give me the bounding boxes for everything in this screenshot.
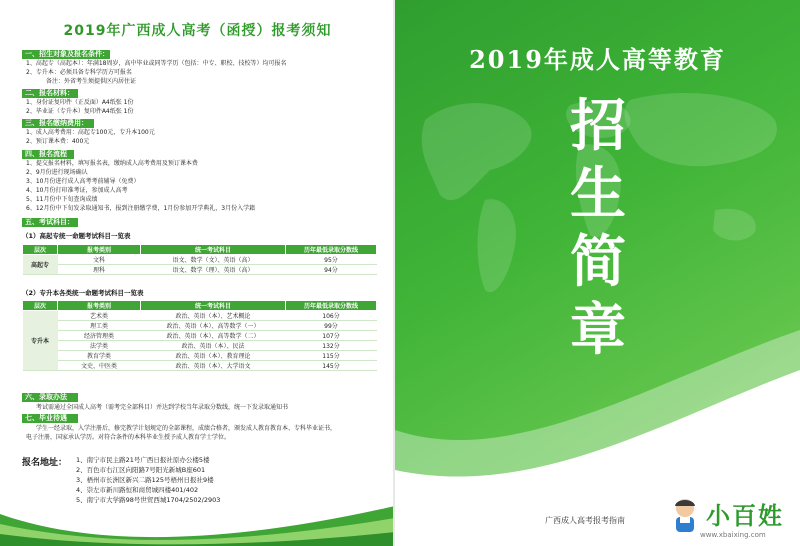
fees-line: 2、预订课本费：400元 <box>26 138 90 145</box>
graduation-line: 学生一经录取，入学注册后，修完教学计划规定的全部课程，成绩合格者，颁发成人教育教育本、专科毕业证书， <box>36 425 337 432</box>
table-row <box>23 255 377 265</box>
table-cell: 政治、英语（本）、高等数学（一） <box>141 321 286 331</box>
table-header-cell: 历年最低录取分数线 <box>286 301 377 311</box>
fees-line: 1、成人高考费用：高起专100元，专升本100元 <box>26 129 155 136</box>
eligibility-note: 备注：外省考生须提供区内居住证 <box>46 78 137 85</box>
cover-footer-text: 广西成人高考报考指南 <box>545 516 625 525</box>
table-cell: 政治、英语（本）、高等数学（二） <box>141 331 286 341</box>
table-cell: 145分 <box>286 361 377 371</box>
cover-big-char: 章 <box>570 297 626 363</box>
section-heading-subjects: 五、考试科目： <box>22 218 78 227</box>
materials-line: 2、毕业证（专升本）复印件A4纸张 1份 <box>26 108 134 115</box>
mascot-logo-icon <box>668 496 702 536</box>
table-cell: 95分 <box>286 255 377 265</box>
table-header-cell: 层次 <box>23 301 58 311</box>
page-title: 2019年广西成人高考（函授）报考须知 <box>63 23 332 39</box>
table-row <box>23 331 377 341</box>
table-cell: 理科 <box>58 265 141 275</box>
table-cell: 政治、英语（本）、教育理论 <box>141 351 286 361</box>
address-line: 3、梧州市长洲区新兴二路125号梧州日报社9楼 <box>76 476 214 484</box>
eligibility-line: 1、高起专（高起本）：年满18周岁，高中毕业或同等学历（包括：中专、职校、技校等）均可报名 <box>26 60 287 67</box>
table-cell: 语文、数学（文）、英语（高） <box>141 255 286 265</box>
table-cell: 教育学类 <box>58 351 141 361</box>
table-cell: 政治、英语（本）、大学语文 <box>141 361 286 371</box>
address-line: 1、南宁市民主路21号广西日报社原办公楼5楼 <box>76 456 210 464</box>
process-line: 5、11月份中下旬查询成绩 <box>26 196 98 203</box>
section-heading-process: 四、报名流程 <box>22 150 74 159</box>
watermark-url: www.xbaixing.com <box>700 531 766 539</box>
table-zhuanshengben <box>22 300 377 371</box>
table-header-row <box>23 245 377 255</box>
table-cell: 艺术类 <box>58 311 141 321</box>
process-line: 3、10月份进行成人高考考前辅导（免费） <box>26 178 140 185</box>
eligibility-line: 2、专升本：必须具备专科学历方可报名 <box>26 69 132 76</box>
table-cell: 文科 <box>58 255 141 265</box>
table-header-cell: 报考类别 <box>58 245 141 255</box>
table1-title: （1）高起专统一命题考试科目一览表 <box>22 232 131 240</box>
table-cell: 文史、中医类 <box>58 361 141 371</box>
table-gaoqizhuan <box>22 244 377 275</box>
process-line: 4、10月份打印准考证，参加成人高考 <box>26 187 128 194</box>
table-cell: 法学类 <box>58 341 141 351</box>
table-header-cell: 统一考试科目 <box>141 245 286 255</box>
table-cell: 政治、英语（本）、艺术概论 <box>141 311 286 321</box>
process-line: 2、9月份进行现场确认 <box>26 169 88 176</box>
process-line: 6、12月份中下旬发录取通知书，报到注册缴学费，1月份参加开学典礼，3月份入学籍 <box>26 205 256 212</box>
table-row <box>23 321 377 331</box>
cover-big-char: 简 <box>570 229 626 295</box>
table-cell: 理工类 <box>58 321 141 331</box>
table-cell: 语文、数学（理）、英语（高） <box>141 265 286 275</box>
section-heading-fees: 三、报名缴纳费用： <box>22 119 94 128</box>
section-heading-graduation: 七、毕业待遇 <box>22 414 78 423</box>
table-header-cell: 层次 <box>23 245 58 255</box>
table-cell: 132分 <box>286 341 377 351</box>
table-header-cell: 历年最低录取分数线 <box>286 245 377 255</box>
table-cell: 99分 <box>286 321 377 331</box>
table-cell: 政治、英语（本）、民法 <box>141 341 286 351</box>
cover-big-char: 招 <box>570 93 626 159</box>
section-heading-eligibility: 一、招生对象及报名条件： <box>22 50 110 59</box>
table-row <box>23 351 377 361</box>
cover-big-char: 生 <box>570 161 626 227</box>
address-line: 2、百色市右江区向阳路7号阳光新城B座601 <box>76 466 206 474</box>
table-header-cell: 报考类别 <box>58 301 141 311</box>
address-line: 5、南宁市大学路98号世贸西城1704/2502/2903 <box>76 496 221 504</box>
table-cell: 94分 <box>286 265 377 275</box>
table-row <box>23 311 377 321</box>
address-label: 报名地址： <box>22 458 68 468</box>
graduation-line: 电子注册，国家承认学历。对符合条件的本科毕业生授予成人教育学士学位。 <box>26 434 231 441</box>
admission-line: 考试需通过全国成人高考（需考完全部科目）并达到学校当年录取分数线，统一下发录取通知书 <box>36 404 289 411</box>
section-heading-materials: 二、报名材料： <box>22 89 78 98</box>
table-cell: 107分 <box>286 331 377 341</box>
cover-page <box>395 0 800 546</box>
materials-line: 1、身份证复印件（正反面）A4纸张 1份 <box>26 99 134 106</box>
level-cell: 专升本 <box>23 311 58 371</box>
section-heading-admission: 六、录取办法 <box>22 393 78 402</box>
table-row <box>23 361 377 371</box>
address-line: 4、崇左市新川路恒和商贸城四楼401/402 <box>76 486 199 494</box>
table-cell: 经济管理类 <box>58 331 141 341</box>
level-cell: 高起专 <box>23 255 58 275</box>
table-row <box>23 341 377 351</box>
table-header-cell: 统一考试科目 <box>141 301 286 311</box>
table-cell: 115分 <box>286 351 377 361</box>
left-page <box>0 0 395 546</box>
cover-title: 2019年成人高等教育 <box>469 45 726 74</box>
bottom-wave-decoration <box>0 486 395 546</box>
watermark-logo-text: 小百姓 <box>706 502 784 530</box>
table-cell: 106分 <box>286 311 377 321</box>
table-row <box>23 265 377 275</box>
table2-title: （2）专升本各类统一命题考试科目一览表 <box>22 289 144 297</box>
process-line: 1、提交报名材料，填写报名表，缴纳成人高考费用及预订课本费 <box>26 160 198 167</box>
table-header-row <box>23 301 377 311</box>
